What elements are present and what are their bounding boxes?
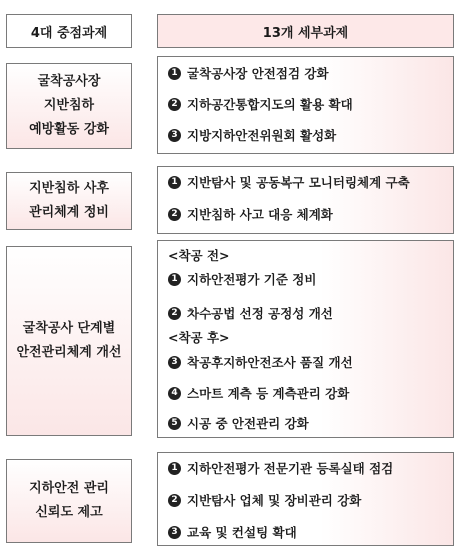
- detail-group-2: [157, 166, 454, 234]
- number-1-icon: 1: [168, 176, 181, 189]
- number-3-icon: 3: [168, 129, 181, 142]
- focus-task-1: [6, 63, 132, 149]
- detail-item-text: 지하공간통합지도의 활용 확대: [187, 97, 353, 112]
- detail-item: [168, 303, 333, 323]
- detail-item: [168, 269, 316, 289]
- focus-task-1-line-2: 지반침하: [43, 98, 95, 113]
- focus-task-1-line-1: 굴착공사장: [37, 74, 101, 89]
- detail-item-text: 지방지하안전위원회 활성화: [187, 128, 337, 143]
- detail-item: [168, 352, 353, 372]
- header-focus-tasks: [6, 14, 132, 48]
- detail-item-text: 지반탐사 업체 및 장비관리 강화: [187, 493, 362, 508]
- detail-item: [168, 172, 410, 192]
- detail-item-text: 교육 및 컨설팅 확대: [187, 525, 297, 540]
- number-3-icon: 3: [168, 356, 181, 369]
- focus-task-4-line-2: 신뢰도 제고: [35, 505, 103, 520]
- focus-task-4: [6, 459, 132, 543]
- after-construction-label: [168, 327, 230, 347]
- detail-item: [168, 522, 297, 542]
- number-3-icon: 3: [168, 526, 181, 539]
- number-2-icon: 2: [168, 98, 181, 111]
- number-5-icon: 5: [168, 417, 181, 430]
- detail-item-text: 굴착공사장 안전점검 강화: [187, 66, 329, 81]
- detail-item: [168, 204, 333, 224]
- detail-item: [168, 94, 353, 114]
- detail-item: [168, 383, 349, 403]
- detail-item: [168, 413, 309, 433]
- focus-task-3: [6, 246, 132, 436]
- detail-group-4: [157, 452, 454, 546]
- detail-item-text: 지하안전평가 전문기관 등록실태 점검: [187, 461, 394, 476]
- detail-group-3: [157, 240, 454, 438]
- detail-item-text: 지하안전평가 기준 정비: [187, 272, 317, 287]
- focus-task-1-line-3: 예방활동 강화: [29, 122, 109, 137]
- detail-item-text: 스마트 계측 등 계측관리 강화: [187, 386, 350, 401]
- focus-task-2-line-1: 지반침하 사후: [29, 181, 109, 196]
- focus-task-4-line-1: 지하안전 관리: [29, 481, 109, 496]
- focus-task-2-line-2: 관리체계 정비: [29, 205, 109, 220]
- number-2-icon: 2: [168, 494, 181, 507]
- before-construction-label: [168, 245, 230, 265]
- detail-group-1: [157, 56, 454, 154]
- focus-task-3-line-1: 굴착공사 단계별: [22, 321, 116, 336]
- detail-item-text: 착공후지하안전조사 품질 개선: [187, 355, 353, 370]
- detail-item-text: 지반침하 사고 대응 체계화: [187, 207, 333, 222]
- focus-task-3-line-2: 안전관리체계 개선: [16, 345, 122, 360]
- detail-item-text: 지반탐사 및 공동복구 모니터링체계 구축: [187, 175, 410, 190]
- header-detail-tasks-label: 13개 세부과제: [262, 25, 349, 41]
- number-2-icon: 2: [168, 208, 181, 221]
- detail-item: [168, 63, 329, 83]
- header-focus-tasks-label: 4대 중점과제: [30, 25, 108, 41]
- detail-item: [168, 125, 336, 145]
- number-1-icon: 1: [168, 67, 181, 80]
- detail-item-text: 시공 중 안전관리 강화: [187, 416, 309, 431]
- header-detail-tasks: [157, 14, 454, 48]
- detail-item: [168, 490, 361, 510]
- number-1-icon: 1: [168, 462, 181, 475]
- number-4-icon: 4: [168, 387, 181, 400]
- after-construction-text: <착공 후>: [168, 330, 230, 345]
- detail-item: [168, 458, 393, 478]
- before-construction-text: <착공 전>: [168, 248, 230, 263]
- number-1-icon: 1: [168, 273, 181, 286]
- detail-item-text: 차수공법 선정 공정성 개선: [187, 306, 333, 321]
- focus-task-2: [6, 172, 132, 230]
- number-2-icon: 2: [168, 307, 181, 320]
